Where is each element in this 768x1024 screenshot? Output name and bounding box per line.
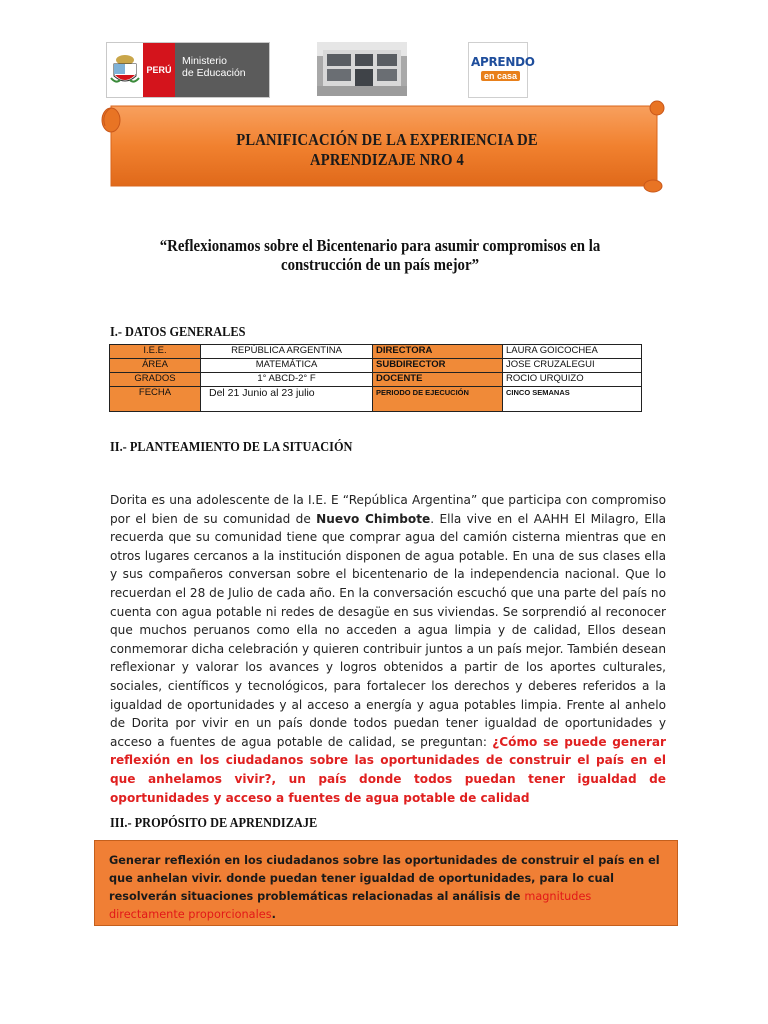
table-cell-label: FECHA bbox=[110, 387, 201, 412]
school-building-image bbox=[317, 42, 407, 96]
table-cell-value: Del 21 Junio al 23 julio bbox=[201, 387, 373, 412]
aprendo-label: APRENDO bbox=[471, 55, 535, 69]
purpose-text bbox=[109, 852, 667, 924]
peru-shield-icon bbox=[107, 43, 143, 97]
table-cell-value: MATEMÁTICA bbox=[201, 359, 373, 373]
table-row bbox=[110, 387, 642, 412]
situation-text-start: Dorita es una adolescente de la I.E. E “República Argentina” que participa con compromiso por el bien de su comunidad de bbox=[110, 493, 666, 526]
peru-label: PERÚ bbox=[143, 43, 175, 97]
purpose-text-body: Generar reflexión en los ciudadanos sobre las oportunidades de construir el país en el que anhelan vivir. donde puedan tener igualdad de oportunidades, para lo cual resolverán situaciones problemáticas relacionadas al análisis de bbox=[109, 854, 660, 903]
page-title: PLANIFICACIÓN DE LA EXPERIENCIA DE APRENDIZAJE NRO 4 bbox=[236, 130, 538, 169]
en-casa-label: en casa bbox=[481, 71, 520, 81]
table-row bbox=[110, 359, 642, 373]
title-banner bbox=[97, 100, 667, 194]
table-cell-value: 1° ABCD-2° F bbox=[201, 373, 373, 387]
datos-generales-table bbox=[109, 344, 642, 412]
minedu-logo bbox=[106, 42, 270, 98]
table-cell-label: I.E.E. bbox=[110, 345, 201, 359]
table-cell-value: REPÚBLICA ARGENTINA bbox=[201, 345, 373, 359]
section-heading-proposito: III.- PROPÓSITO DE APRENDIZAJE bbox=[110, 816, 318, 831]
ministry-line-2: de Educación bbox=[182, 67, 246, 79]
experience-subtitle: “Reflexionamos sobre el Bicentenario para asumir compromisos en la construcción de un país mejor” bbox=[159, 236, 601, 274]
table-cell-label: GRADOS bbox=[110, 373, 201, 387]
ministry-label bbox=[175, 43, 269, 97]
purpose-box bbox=[94, 840, 678, 926]
purpose-text-end: . bbox=[271, 908, 276, 921]
section-heading-planteamiento: II.- PLANTEAMIENTO DE LA SITUACIÓN bbox=[110, 440, 353, 455]
table-cell-value: ROCIO URQUIZO bbox=[503, 373, 642, 387]
situation-text-body: . Ella vive en el AAHH El Milagro, Ella recuerda que su comunidad tiene que comprar agua del camión cisterna mientras que en otros lugares cercanos a la institución disponen de agua potable. En una de sus clases ella y sus compañeros conversan sobre el bicentenario de la independencia nacional. Que lo recuerdan el 28 de Julio de cada año. En la conversación escuchó que una parte del país no cuenta con agua potable ni redes de desagüe en sus viviendas. Se sorprendió al reconocer que muchos peruanos como ella no acceden a agua limpia y de calidad, Ellos desean conmemorar dicha celebración y quieren contribuir juntos a un país mejor. También desean reflexionar y valorar los avances y logros obtenidos a partir de los aportes culturales, sociales, científicos y tecnológicos, para fortalecer los derechos y deberes referidos a la igualdad de oportunidades y al acceso a energía y agua potables limpia. Frente al anhelo de Dorita por vivir en un país donde todos puedan tener igualdad de oportunidades y acceso a fuentes de agua potable de calidad, se preguntan: bbox=[110, 511, 666, 749]
section-heading-datos-generales: I.- DATOS GENERALES bbox=[110, 325, 246, 340]
purpose-highlight: magnitudes directamente proporcionales bbox=[109, 890, 592, 921]
table-row bbox=[110, 345, 642, 359]
table-row bbox=[110, 373, 642, 387]
table-cell-label: ÁREA bbox=[110, 359, 201, 373]
table-cell-label: DOCENTE bbox=[373, 373, 503, 387]
table-cell-label: SUBDIRECTOR bbox=[373, 359, 503, 373]
table-cell-label: DIRECTORA bbox=[373, 345, 503, 359]
table-cell-value: JOSE CRUZALEGUI bbox=[503, 359, 642, 373]
aprendo-en-casa-logo bbox=[468, 42, 535, 98]
table-cell-label: PERIODO DE EJECUCIÓN bbox=[373, 387, 503, 412]
challenge-question: ¿Cómo se puede generar reflexión en los ciudadanos sobre las oportunidades de construir el país en el que anhelamos vivir?, un país donde todos puedan tener igualdad de oportunidades y acceso a fuentes de agua potable de calidad bbox=[110, 734, 667, 805]
community-name: Nuevo Chimbote bbox=[316, 511, 431, 526]
ministry-line-1: Ministerio bbox=[182, 55, 227, 67]
table-cell-value: LAURA GOICOCHEA bbox=[503, 345, 642, 359]
situation-paragraph bbox=[110, 491, 666, 807]
table-cell-value: CINCO SEMANAS bbox=[503, 387, 642, 412]
